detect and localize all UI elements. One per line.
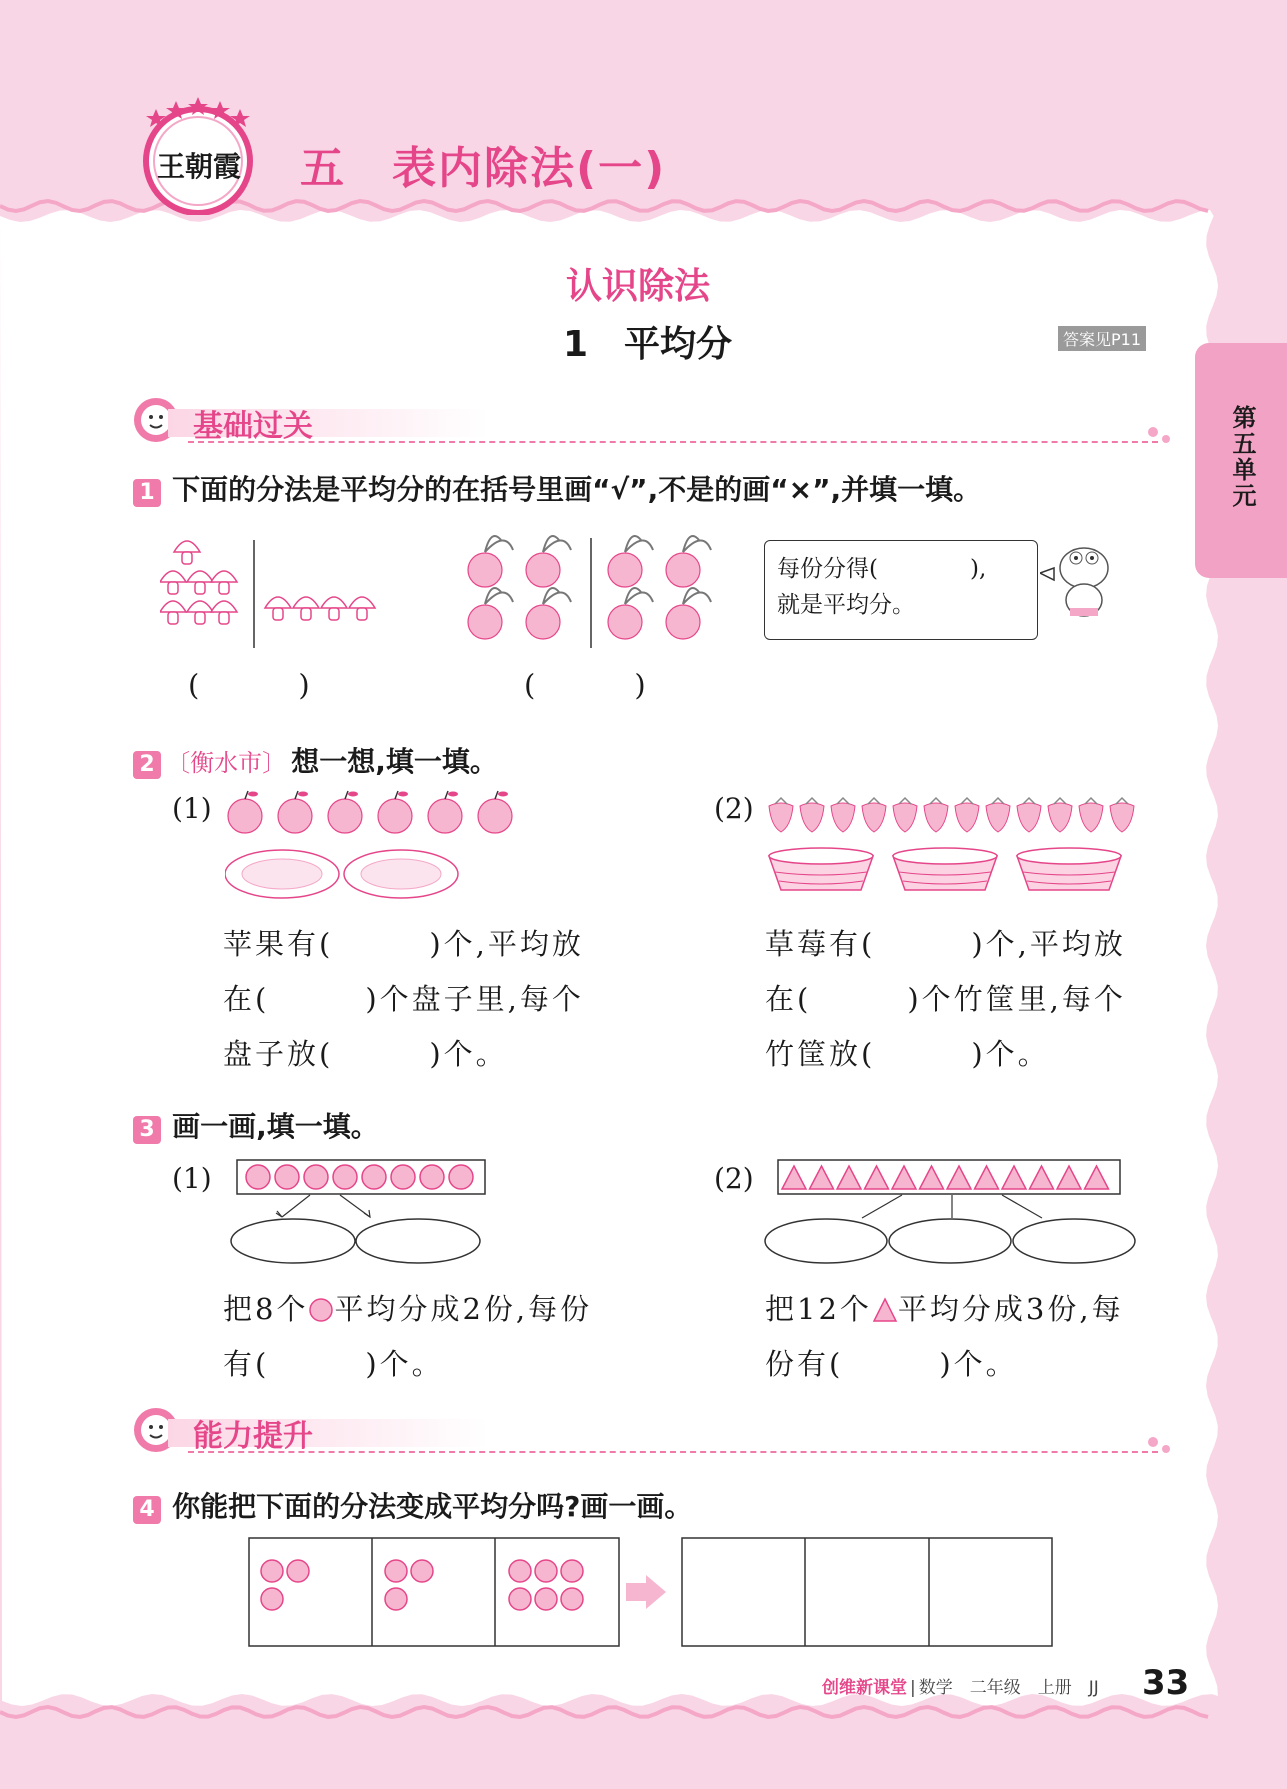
divider-dot: [1148, 1437, 1158, 1447]
question-text: 画一画,填一填。: [172, 1110, 379, 1143]
answer-blank-1b[interactable]: ( ): [524, 668, 649, 702]
question-2: [133, 740, 498, 780]
unit-side-tab-label: 第五单元: [1228, 405, 1256, 509]
sub-question-label: (2): [714, 792, 754, 825]
mushroom-icon: [211, 601, 237, 624]
answer-reference: 答案见P11: [1058, 326, 1146, 351]
divider-dot: [1162, 435, 1170, 443]
unit-title: 五 表内除法(一): [300, 143, 667, 194]
hint-line-1: 每份分得( ),: [777, 556, 987, 582]
footer-brand: 创维新课堂: [822, 1678, 907, 1698]
mushroom-icon: [321, 597, 347, 620]
divider-dot: [1148, 427, 1158, 437]
strawberry-icon: [1110, 798, 1134, 832]
section-divider: [188, 1451, 1158, 1453]
pink-circle-icon: [420, 1165, 444, 1189]
footer-separator: |: [910, 1678, 916, 1698]
q3-part1-text-b: 平均分成2份,每份: [334, 1292, 593, 1326]
lesson-subtitle: 1 平均分: [563, 324, 733, 365]
strawberry-icon: [1017, 798, 1041, 832]
answer-blank-1a[interactable]: ( ): [188, 668, 313, 702]
mushroom-icon: [160, 601, 186, 624]
pink-circle-icon: [509, 1560, 531, 1582]
apple-icon: [278, 791, 312, 833]
strawberry-icon: [800, 798, 824, 832]
pink-triangle-icon: [872, 1297, 898, 1323]
unit-side-tab: [1195, 343, 1287, 578]
lesson-title: 认识除法: [566, 266, 711, 307]
pink-circle-icon: [333, 1165, 357, 1189]
basket-icon: [893, 848, 997, 890]
pink-circle-icon: [535, 1560, 557, 1582]
question-1: [133, 468, 981, 508]
mushroom-icon: [265, 597, 291, 620]
q3-part2-text-a: 把12个: [765, 1292, 872, 1326]
pink-circle-icon: [411, 1560, 433, 1582]
q2-part2-line2[interactable]: 在( )个竹筐里,每个: [765, 982, 1126, 1016]
pink-circle-icon: [308, 1297, 334, 1323]
strawberries-and-baskets-illustration: [765, 790, 1135, 900]
frog-mascot-icon: [1040, 538, 1120, 628]
pink-circle-icon: [261, 1588, 283, 1610]
divider-dot: [1162, 1445, 1170, 1453]
apples-and-plates-illustration: [225, 790, 515, 900]
pink-circle-icon: [509, 1588, 531, 1610]
mushroom-icon: [174, 541, 200, 564]
sub-question-label: (1): [172, 1162, 212, 1195]
strawberry-icon: [769, 798, 793, 832]
q2-part1-line1[interactable]: 苹果有( )个,平均放: [223, 927, 584, 961]
mushroom-icon: [349, 597, 375, 620]
radish-icon: [468, 588, 513, 639]
question-text: 你能把下面的分法变成平均分吗?画一画。: [172, 1490, 693, 1523]
strawberry-icon: [986, 798, 1010, 832]
plate-icon: [225, 850, 339, 898]
apple-icon: [228, 791, 262, 833]
question-source-tag: 〔衡水市〕: [166, 749, 287, 777]
mushroom-icon: [160, 571, 186, 594]
mushroom-icon: [293, 597, 319, 620]
triangles-division-diagram[interactable]: [762, 1155, 1142, 1275]
basket-icon: [1017, 848, 1121, 890]
section-label-advanced: 能力提升: [193, 1419, 313, 1454]
regroup-drawing-area[interactable]: [248, 1537, 1088, 1649]
basket-icon: [769, 848, 873, 890]
q2-part1-line3[interactable]: 盘子放( )个。: [223, 1037, 508, 1071]
logo-text: 王朝霞: [156, 150, 241, 183]
pink-circle-icon: [275, 1165, 299, 1189]
section-divider: [188, 441, 1158, 443]
sub-question-label: (1): [172, 792, 212, 825]
question-number: 2: [133, 751, 161, 779]
section-header-basic: [128, 395, 1168, 445]
strawberry-icon: [1048, 798, 1072, 832]
question-number: 3: [133, 1116, 161, 1144]
pink-circle-icon: [561, 1560, 583, 1582]
section-header-advanced: [128, 1405, 1168, 1455]
radish-icon: [468, 536, 513, 587]
pink-circle-icon: [385, 1560, 407, 1582]
radish-icon: [608, 536, 653, 587]
sub-question-label: (2): [714, 1162, 754, 1195]
mushroom-icon: [187, 601, 213, 624]
question-text: 想一想,填一填。: [291, 745, 498, 778]
section-label-basic: 基础过关: [193, 409, 313, 444]
q3-part2-line2[interactable]: 份有( )个。: [765, 1347, 1018, 1381]
apple-icon: [328, 791, 362, 833]
footer-info: 数学 二年级 上册 JJ: [918, 1678, 1099, 1698]
radish-icon: [608, 588, 653, 639]
strawberry-icon: [924, 798, 948, 832]
plate-icon: [344, 850, 458, 898]
strawberry-icon: [862, 798, 886, 832]
question-text: 下面的分法是平均分的在括号里画“√”,不是的画“×”,并填一填。: [172, 473, 982, 506]
pink-circle-icon: [246, 1165, 270, 1189]
pink-circle-icon: [535, 1588, 557, 1610]
pink-circle-icon: [261, 1560, 283, 1582]
strawberry-icon: [831, 798, 855, 832]
strawberry-icon: [893, 798, 917, 832]
mushroom-icon: [211, 571, 237, 594]
mushroom-icon: [187, 571, 213, 594]
apple-icon: [428, 791, 462, 833]
mushroom-group-illustration: [160, 530, 400, 650]
pink-circle-icon: [385, 1588, 407, 1610]
radish-icon: [526, 588, 571, 639]
question-4: [133, 1485, 692, 1525]
radish-icon: [666, 536, 711, 587]
pink-circle-icon: [287, 1560, 309, 1582]
q2-part2-line1[interactable]: 草莓有( )个,平均放: [765, 927, 1126, 961]
q3-part1-text-a: 把8个: [223, 1292, 309, 1326]
apple-icon: [478, 791, 512, 833]
radish-group-illustration: [455, 530, 725, 650]
footer: [822, 1673, 1099, 1698]
strawberry-icon: [1079, 798, 1103, 832]
strawberry-icon: [955, 798, 979, 832]
q2-part1-line2[interactable]: 在( )个盘子里,每个: [223, 982, 584, 1016]
q3-part2-text-b: 平均分成3份,每: [897, 1292, 1124, 1326]
q3-part2-line1[interactable]: [765, 1287, 1124, 1328]
hint-line-2: 就是平均分。: [777, 592, 915, 618]
question-3: [133, 1105, 379, 1145]
circles-division-diagram[interactable]: [230, 1155, 500, 1275]
radish-icon: [526, 536, 571, 587]
hint-bubble: [764, 540, 1038, 640]
pink-circle-icon: [561, 1588, 583, 1610]
pink-circle-icon: [449, 1165, 473, 1189]
pink-circle-icon: [362, 1165, 386, 1189]
apple-icon: [378, 791, 412, 833]
question-number: 1: [133, 479, 161, 507]
logo: [138, 95, 258, 215]
q2-part2-line3[interactable]: 竹筐放( )个。: [765, 1037, 1050, 1071]
question-number: 4: [133, 1496, 161, 1524]
pink-circle-icon: [304, 1165, 328, 1189]
page-number: 33: [1142, 1663, 1190, 1703]
q3-part1-line2[interactable]: 有( )个。: [223, 1347, 444, 1381]
pink-circle-icon: [391, 1165, 415, 1189]
q3-part1-line1[interactable]: [223, 1287, 592, 1328]
radish-icon: [666, 588, 711, 639]
